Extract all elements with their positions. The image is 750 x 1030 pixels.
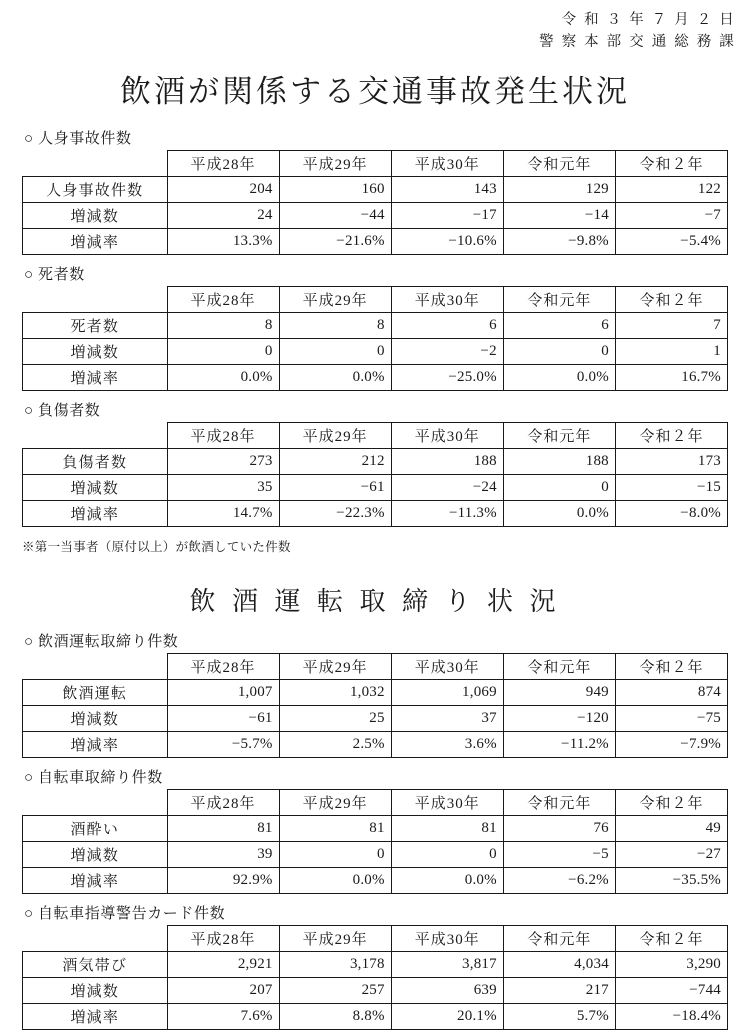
row-label: 飲酒運転 <box>23 679 168 705</box>
cell-value: −61 <box>167 705 279 731</box>
cell-value: 0.0% <box>279 364 391 390</box>
row-label: 酒酔い <box>23 815 168 841</box>
cell-value: 14.7% <box>167 500 279 526</box>
table-row <box>23 312 728 338</box>
row-label: 増減数 <box>23 474 168 500</box>
cell-value: −120 <box>503 705 615 731</box>
cell-value: −21.6% <box>279 228 391 254</box>
row-label: 増減率 <box>23 731 168 757</box>
cell-value: 81 <box>391 815 503 841</box>
section-fushousha-su <box>0 399 750 527</box>
cell-value: 874 <box>615 679 727 705</box>
cell-value: −5.7% <box>167 731 279 757</box>
table-row <box>23 679 728 705</box>
table-row <box>23 815 728 841</box>
table-row <box>23 867 728 893</box>
row-label: 人身事故件数 <box>23 176 168 202</box>
section-shidou-keikoku-card <box>0 902 750 1030</box>
cell-value: 92.9% <box>167 867 279 893</box>
cell-value: 7 <box>615 312 727 338</box>
cell-value: 143 <box>391 176 503 202</box>
table-corner-cell <box>23 150 168 176</box>
cell-value: 188 <box>391 448 503 474</box>
cell-value: −75 <box>615 705 727 731</box>
cell-value: −5.4% <box>615 228 727 254</box>
column-header-year: 令和２年 <box>615 150 727 176</box>
cell-value: −8.0% <box>615 500 727 526</box>
cell-value: −27 <box>615 841 727 867</box>
section-label: ○ 人身事故件数 <box>24 130 132 147</box>
table-header-row <box>23 925 728 951</box>
cell-value: 35 <box>167 474 279 500</box>
cell-value: 49 <box>615 815 727 841</box>
table-corner-cell <box>23 422 168 448</box>
table-shisha-su <box>22 286 728 391</box>
table-row <box>23 977 728 1003</box>
cell-value: 949 <box>503 679 615 705</box>
column-header-year: 令和２年 <box>615 789 727 815</box>
cell-value: 1,069 <box>391 679 503 705</box>
cell-value: −44 <box>279 202 391 228</box>
column-header-year: 平成30年 <box>391 286 503 312</box>
column-header-year: 平成28年 <box>167 150 279 176</box>
table-row <box>23 448 728 474</box>
column-header-year: 平成30年 <box>391 422 503 448</box>
cell-value: 81 <box>279 815 391 841</box>
row-label: 死者数 <box>23 312 168 338</box>
table-row <box>23 176 728 202</box>
section-label: ○ 死者数 <box>24 266 85 283</box>
cell-value: 273 <box>167 448 279 474</box>
column-header-year: 令和２年 <box>615 653 727 679</box>
column-header-year: 平成30年 <box>391 789 503 815</box>
column-header-year: 平成28年 <box>167 422 279 448</box>
cell-value: 4,034 <box>503 951 615 977</box>
cell-value: 2.5% <box>279 731 391 757</box>
table-row <box>23 228 728 254</box>
cell-value: 6 <box>503 312 615 338</box>
cell-value: 24 <box>167 202 279 228</box>
cell-value: 3,290 <box>615 951 727 977</box>
table-header-row <box>23 286 728 312</box>
row-label: 負傷者数 <box>23 448 168 474</box>
cell-value: 39 <box>167 841 279 867</box>
cell-value: −14 <box>503 202 615 228</box>
section-inshu-unten <box>0 630 750 758</box>
column-header-year: 平成30年 <box>391 150 503 176</box>
page-title: 飲酒が関係する交通事故発生状況 <box>120 73 630 109</box>
column-header-year: 平成29年 <box>279 789 391 815</box>
cell-value: −7 <box>615 202 727 228</box>
cell-value: 0 <box>167 338 279 364</box>
cell-value: 8 <box>279 312 391 338</box>
cell-value: 20.1% <box>391 1003 503 1029</box>
cell-value: 212 <box>279 448 391 474</box>
table-jitensha-torishimari <box>22 789 728 894</box>
secondary-title: 飲 酒 運 転 取 締 り 状 況 <box>189 586 561 616</box>
cell-value: −5 <box>503 841 615 867</box>
column-header-year: 令和元年 <box>503 150 615 176</box>
cell-value: 0 <box>503 338 615 364</box>
footnote: ※第一当事者（原付以上）が飲酒していた件数 <box>22 539 291 554</box>
column-header-year: 平成30年 <box>391 925 503 951</box>
cell-value: 5.7% <box>503 1003 615 1029</box>
section-jinshin-jiko <box>0 127 750 255</box>
cell-value: −15 <box>615 474 727 500</box>
row-label: 増減率 <box>23 1003 168 1029</box>
column-header-year: 平成28年 <box>167 653 279 679</box>
cell-value: −744 <box>615 977 727 1003</box>
column-header-year: 平成29年 <box>279 286 391 312</box>
column-header-year: 令和元年 <box>503 789 615 815</box>
column-header-year: 平成30年 <box>391 653 503 679</box>
table-row <box>23 474 728 500</box>
column-header-year: 令和２年 <box>615 286 727 312</box>
cell-value: 0 <box>279 338 391 364</box>
row-label: 増減率 <box>23 867 168 893</box>
section-shisha-su <box>0 263 750 391</box>
cell-value: 0.0% <box>391 867 503 893</box>
cell-value: −9.8% <box>503 228 615 254</box>
cell-value: 0 <box>391 841 503 867</box>
row-label: 増減数 <box>23 202 168 228</box>
cell-value: −22.3% <box>279 500 391 526</box>
cell-value: 1 <box>615 338 727 364</box>
column-header-year: 平成28年 <box>167 925 279 951</box>
column-header-year: 平成29年 <box>279 422 391 448</box>
cell-value: 257 <box>279 977 391 1003</box>
column-header-year: 平成29年 <box>279 925 391 951</box>
cell-value: −10.6% <box>391 228 503 254</box>
cell-value: 81 <box>167 815 279 841</box>
table-row <box>23 705 728 731</box>
cell-value: 76 <box>503 815 615 841</box>
cell-value: 160 <box>279 176 391 202</box>
cell-value: 3.6% <box>391 731 503 757</box>
cell-value: −35.5% <box>615 867 727 893</box>
cell-value: 0.0% <box>503 364 615 390</box>
table-inshu-unten <box>22 653 728 758</box>
cell-value: −18.4% <box>615 1003 727 1029</box>
cell-value: 6 <box>391 312 503 338</box>
cell-value: 16.7% <box>615 364 727 390</box>
cell-value: 204 <box>167 176 279 202</box>
table-corner-cell <box>23 286 168 312</box>
cell-value: 173 <box>615 448 727 474</box>
cell-value: 7.6% <box>167 1003 279 1029</box>
table-header-row <box>23 653 728 679</box>
column-header-year: 平成29年 <box>279 653 391 679</box>
column-header-year: 令和２年 <box>615 422 727 448</box>
table-corner-cell <box>23 925 168 951</box>
cell-value: 25 <box>279 705 391 731</box>
table-row <box>23 364 728 390</box>
row-label: 増減数 <box>23 705 168 731</box>
cell-value: 8.8% <box>279 1003 391 1029</box>
cell-value: −25.0% <box>391 364 503 390</box>
section-label: ○ 負傷者数 <box>24 402 101 419</box>
cell-value: −17 <box>391 202 503 228</box>
table-row <box>23 1003 728 1029</box>
cell-value: 0 <box>279 841 391 867</box>
column-header-year: 令和元年 <box>503 653 615 679</box>
table-row <box>23 951 728 977</box>
cell-value: 122 <box>615 176 727 202</box>
cell-value: 3,817 <box>391 951 503 977</box>
row-label: 増減率 <box>23 500 168 526</box>
cell-value: 0.0% <box>167 364 279 390</box>
table-shidou-keikoku-card <box>22 925 728 1030</box>
cell-value: −61 <box>279 474 391 500</box>
cell-value: 129 <box>503 176 615 202</box>
cell-value: −11.3% <box>391 500 503 526</box>
cell-value: −2 <box>391 338 503 364</box>
table-row <box>23 500 728 526</box>
table-header-row <box>23 422 728 448</box>
cell-value: 1,032 <box>279 679 391 705</box>
column-header-year: 平成29年 <box>279 150 391 176</box>
row-label: 増減率 <box>23 228 168 254</box>
cell-value: 0.0% <box>503 500 615 526</box>
column-header-year: 令和元年 <box>503 286 615 312</box>
table-jinshin-jiko <box>22 150 728 255</box>
cell-value: 207 <box>167 977 279 1003</box>
section-jitensha-torishimari <box>0 766 750 894</box>
column-header-year: 平成28年 <box>167 789 279 815</box>
table-header-row <box>23 789 728 815</box>
cell-value: 37 <box>391 705 503 731</box>
column-header-year: 令和元年 <box>503 422 615 448</box>
cell-value: 8 <box>167 312 279 338</box>
cell-value: −11.2% <box>503 731 615 757</box>
table-row <box>23 841 728 867</box>
document-header <box>0 0 750 54</box>
row-label: 増減数 <box>23 841 168 867</box>
column-header-year: 令和元年 <box>503 925 615 951</box>
table-corner-cell <box>23 653 168 679</box>
cell-value: 639 <box>391 977 503 1003</box>
row-label: 増減率 <box>23 364 168 390</box>
table-row <box>23 338 728 364</box>
cell-value: 3,178 <box>279 951 391 977</box>
table-header-row <box>23 150 728 176</box>
row-label: 増減数 <box>23 338 168 364</box>
row-label: 増減数 <box>23 977 168 1003</box>
header-office: 警 察 本 部 交 通 総 務 課 <box>539 33 736 50</box>
section-label: ○ 自転車指導警告カード件数 <box>24 905 226 922</box>
cell-value: 217 <box>503 977 615 1003</box>
table-row <box>23 202 728 228</box>
cell-value: −6.2% <box>503 867 615 893</box>
header-date: 令 和 ３ 年 ７ 月 ２ 日 <box>561 12 736 28</box>
table-fushousha-su <box>22 422 728 527</box>
cell-value: 0 <box>503 474 615 500</box>
table-corner-cell <box>23 789 168 815</box>
row-label: 酒気帯び <box>23 951 168 977</box>
cell-value: −7.9% <box>615 731 727 757</box>
column-header-year: 令和２年 <box>615 925 727 951</box>
table-row <box>23 731 728 757</box>
cell-value: 13.3% <box>167 228 279 254</box>
column-header-year: 平成28年 <box>167 286 279 312</box>
cell-value: −24 <box>391 474 503 500</box>
cell-value: 1,007 <box>167 679 279 705</box>
cell-value: 188 <box>503 448 615 474</box>
cell-value: 0.0% <box>279 867 391 893</box>
cell-value: 2,921 <box>167 951 279 977</box>
section-label: ○ 飲酒運転取締り件数 <box>24 633 179 650</box>
section-label: ○ 自転車取締り件数 <box>24 769 163 786</box>
